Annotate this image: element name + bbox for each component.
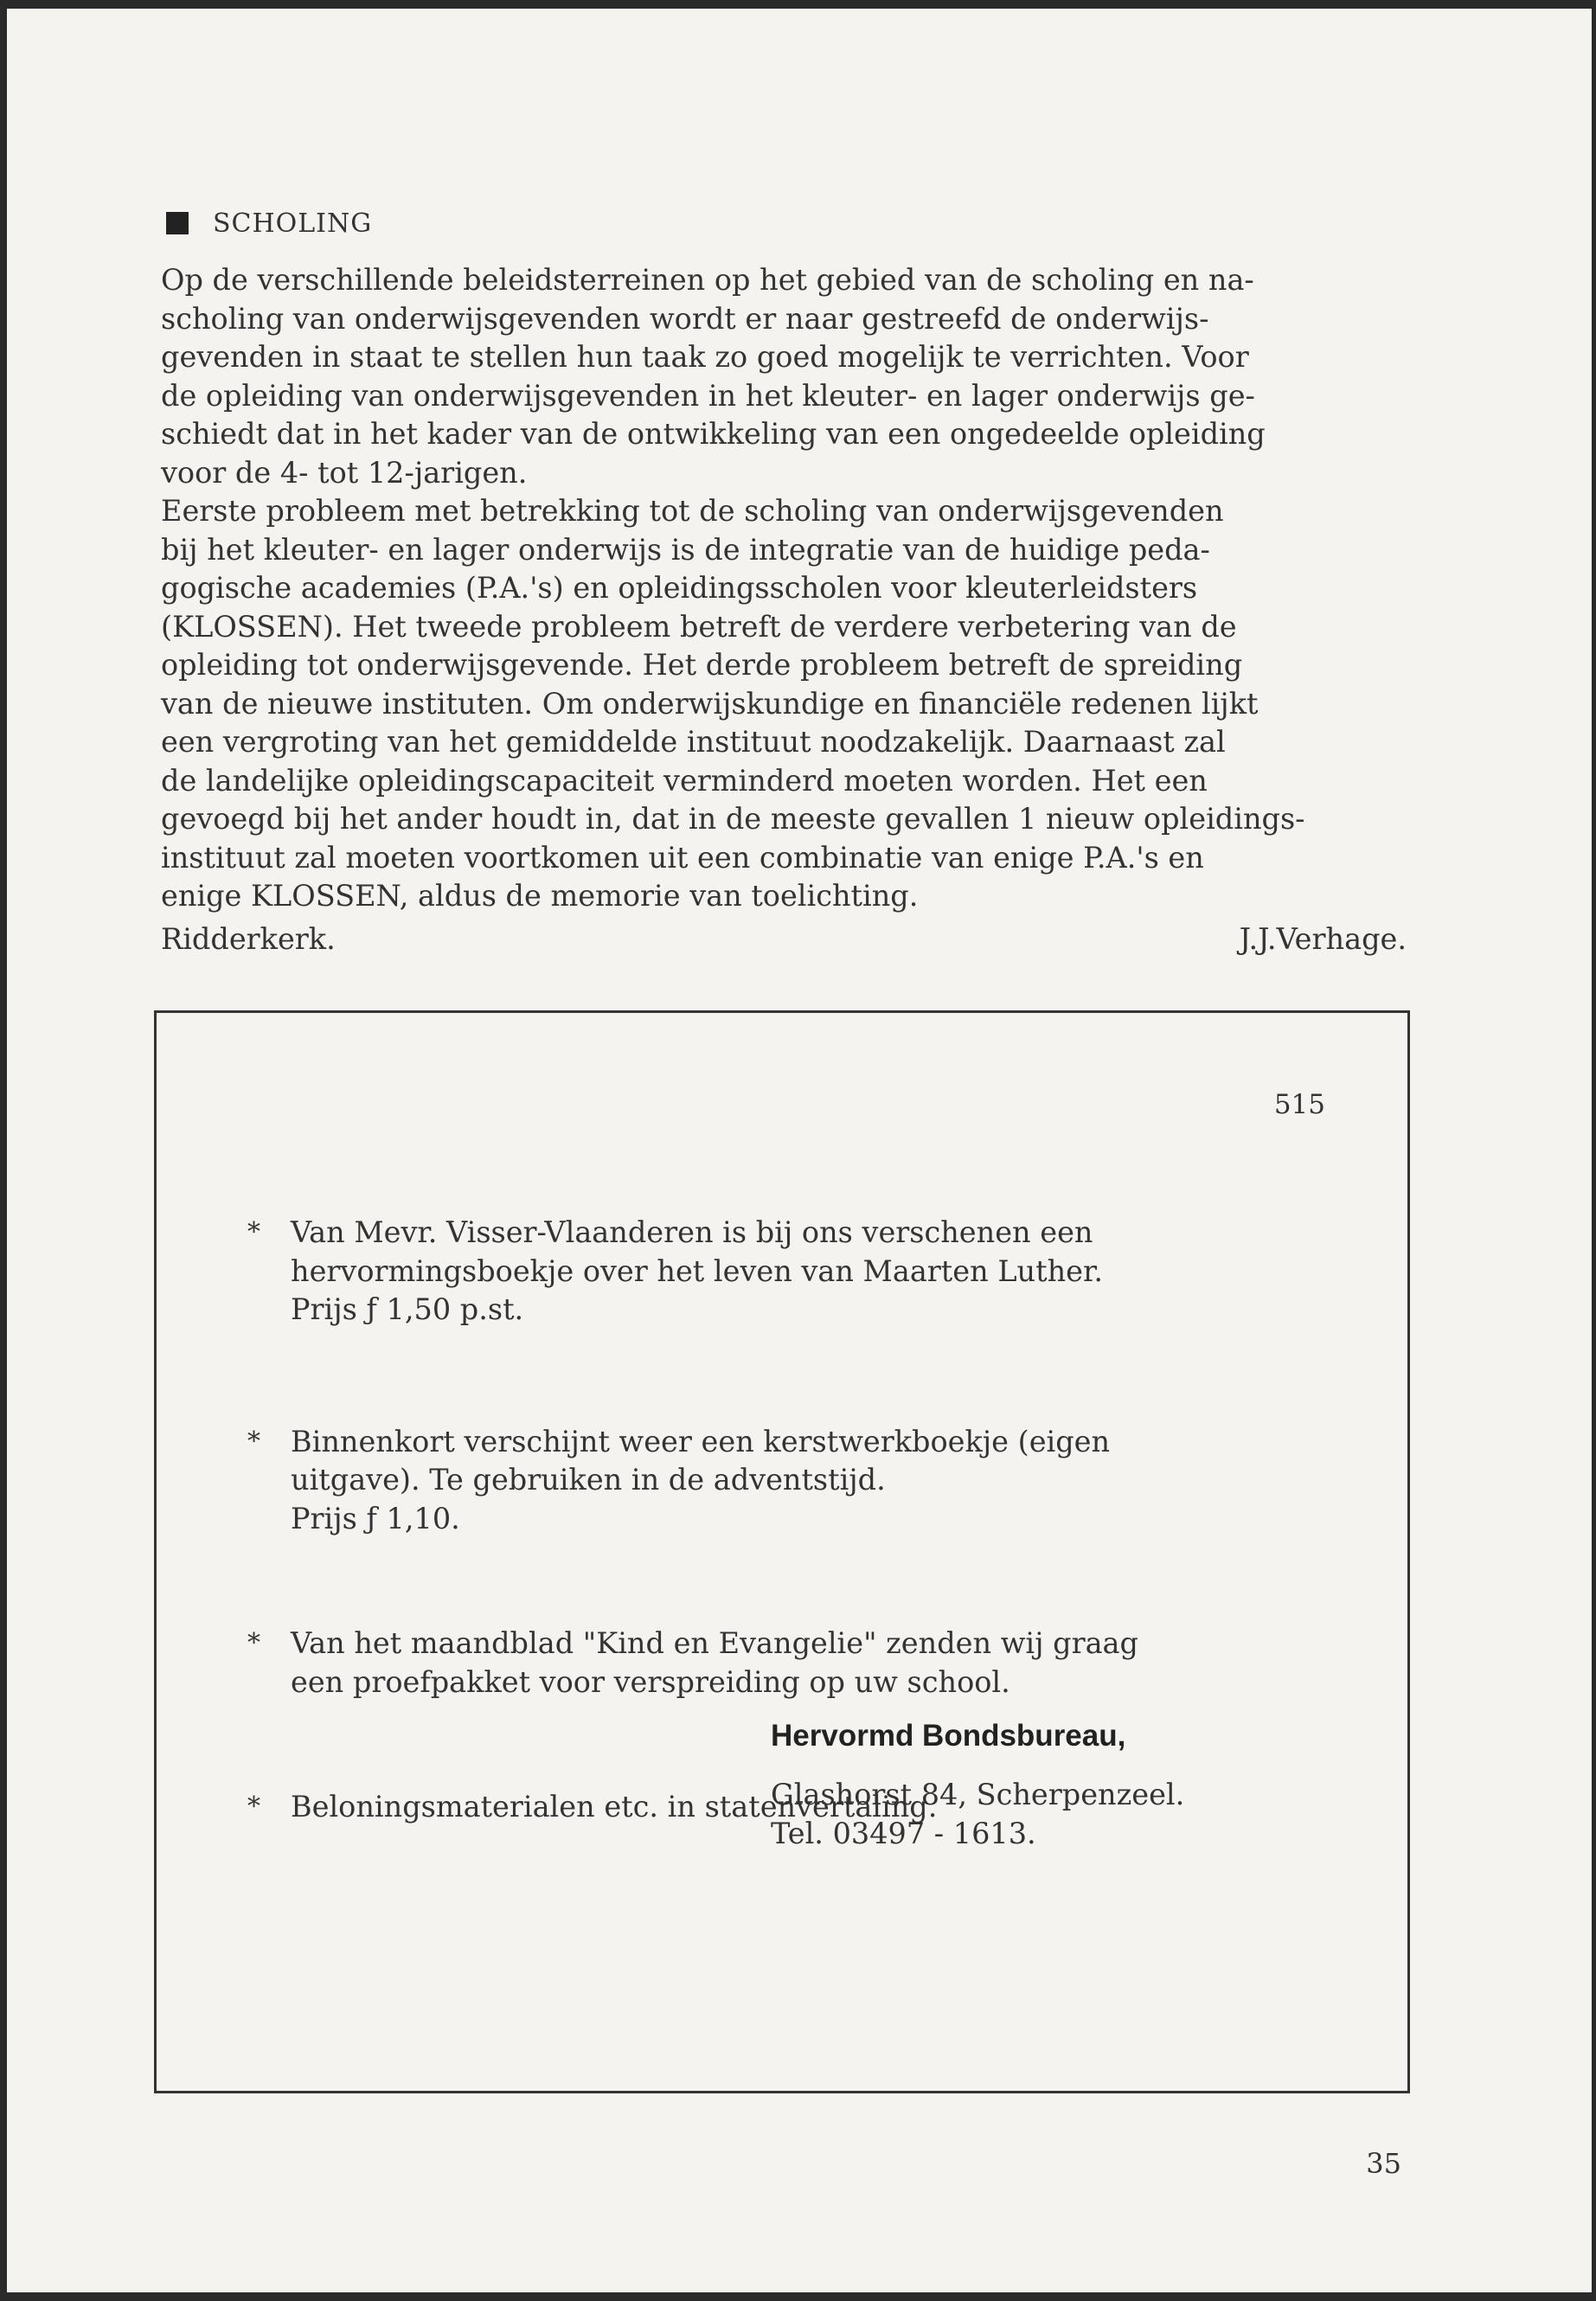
list-item (247, 1423, 1311, 1539)
notice-number: 515 (1273, 1089, 1325, 1120)
asterisk-bullet: * (247, 1791, 260, 1822)
publisher-name: Hervormd Bondsbureau, (771, 1719, 1126, 1753)
article-signature (161, 922, 1407, 956)
section-heading (166, 206, 372, 240)
document-page (7, 9, 1592, 2292)
article-paragraph-1: Op de verschillende beleidsterreinen op het gebied van de scholing en na- scholing van onderwijsgevenden wordt er naar gestreefd de onderwijs- gevenden in staat te stellen hun taak zo goed mogelijk te verrichten. Voor de opleiding van onderwijsgevenden in het kleuter- en lager onderwijs ge- schiedt dat in het kader van de ontwikkeling van een ongedeelde opleiding voor de 4- tot 12-jarigen. (161, 263, 1266, 490)
article-author: J.J.Verhage. (1239, 922, 1407, 956)
notice-item-text: Beloningsmaterialen etc. in statenvertaling. (291, 1790, 938, 1823)
list-item (247, 1625, 1311, 1702)
asterisk-bullet: * (247, 1628, 260, 1658)
publisher-address: Glashorst 84, Scherpenzeel. Tel. 03497 - 1613. (771, 1778, 1185, 1850)
article-body (161, 261, 1407, 916)
page-number: 35 (1366, 2147, 1401, 2180)
list-item (247, 1214, 1311, 1330)
asterisk-bullet: * (247, 1426, 260, 1457)
notice-item-text: Van het maandblad "Kind en Evangelie" zenden wij graag een proefpakket voor verspreiding op uw school. (291, 1626, 1138, 1699)
article-place: Ridderkerk. (161, 922, 336, 956)
notice-item-text: Binnenkort verschijnt weer een kerstwerkboekje (eigen uitgave). Te gebruiken in de adventstijd. Prijs ƒ 1,10. (291, 1424, 1111, 1535)
publisher-signature (771, 1719, 1290, 1853)
notice-item-text: Van Mevr. Visser-Vlaanderen is bij ons verschenen een hervormingsboekje over het leven van Maarten Luther. Prijs ƒ 1,50 p.st. (291, 1215, 1103, 1326)
square-bullet-icon (166, 212, 189, 234)
notice-box (154, 1010, 1410, 2093)
section-title: SCHOLING (213, 208, 373, 239)
asterisk-bullet: * (247, 1217, 260, 1247)
article-paragraph-2: Eerste probleem met betrekking tot de scholing van onderwijsgevenden bij het kleuter- en lager onderwijs is de integratie van de huidige peda- gogische academies (P.A.'s) en opleidingsscholen voor kleuterleidsters (KLOSSEN). Het tweede probleem betreft de verdere verbetering van de opleiding tot onderwijsgevende. Het derde probleem betreft de spreiding van de nieuwe instituten. Om onderwijskundige en financiële redenen lijkt een vergroting van het gemiddelde instituut noodzakelijk. Daarnaast zal de landelijke opleidingscapaciteit verminderd moeten worden. Het een gevoegd bij het ander houdt in, dat in de meeste gevallen 1 nieuw opleidings- instituut zal moeten voortkomen uit een combinatie van enige P.A.'s en enige KLOSSEN, aldus de memorie van toelichting. (161, 494, 1305, 913)
